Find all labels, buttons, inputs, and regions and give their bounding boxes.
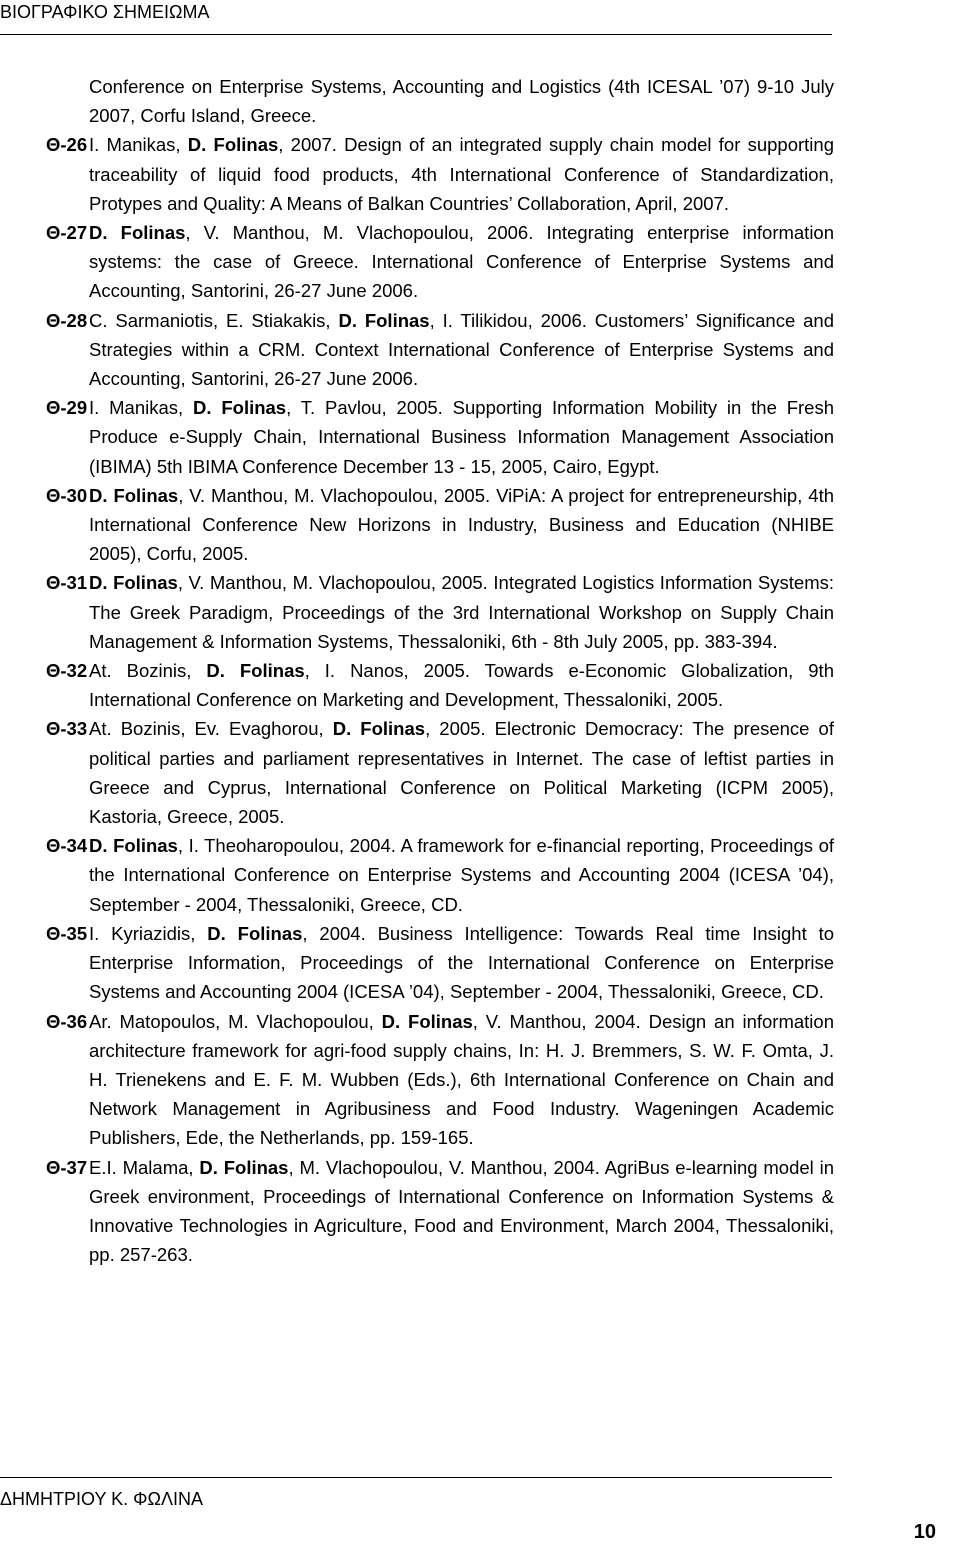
entry-label: Θ-32 xyxy=(46,660,88,682)
publication-entry xyxy=(46,714,834,831)
entry-highlight-author: D. Folinas xyxy=(193,397,287,419)
entry-citation: , 2004. Business Intelligence: Towards Real time Insight to Enterprise Information, Proceedings of the International Conference on Enterprise Systems and Accounting 2004 (ICESA ’04), September - 2004, Thessaloniki, Greece, CD. xyxy=(89,922,834,1003)
entry-highlight-author: D. Folinas xyxy=(338,309,430,331)
entry-label: Θ-34 xyxy=(46,835,88,857)
entries-container xyxy=(46,130,834,1269)
entry-highlight-author: D. Folinas xyxy=(89,835,178,857)
entry-label: Θ-30 xyxy=(46,484,88,506)
entry-coauthors: I. Manikas, xyxy=(89,134,188,156)
publication-entry xyxy=(46,1153,834,1270)
continuation-text: Conference on Enterprise Systems, Accounting and Logistics (4th ICESAL ’07) 9-10 July 2007, Corfu Island, Greece. xyxy=(89,76,834,127)
publication-entry xyxy=(46,568,834,656)
entry-highlight-author: D. Folinas xyxy=(332,718,426,740)
entry-coauthors: I. Manikas, xyxy=(89,397,193,419)
entry-label: Θ-26 xyxy=(46,134,88,156)
publication-list xyxy=(46,72,834,1269)
page-header-title: ΒΙΟΓΡΑΦΙΚΟ ΣΗΜΕΙΩΜΑ xyxy=(0,2,210,22)
publication-entry xyxy=(46,130,834,218)
entry-coauthors: E.I. Malama, xyxy=(89,1156,200,1178)
entry-label: Θ-29 xyxy=(46,397,88,419)
publication-entry xyxy=(46,306,834,394)
entry-highlight-author: D. Folinas xyxy=(89,572,178,594)
entry-highlight-author: D. Folinas xyxy=(187,134,279,156)
entry-label: Θ-36 xyxy=(46,1010,88,1032)
entry-label: Θ-37 xyxy=(46,1156,88,1178)
entry-label: Θ-27 xyxy=(46,222,88,244)
entry-citation: , I. Nanos, 2005. Towards e-Economic Globalization, 9th International Conference on Marketing and Development, Thessaloniki, 2005. xyxy=(89,660,834,711)
entry-label: Θ-35 xyxy=(46,922,88,944)
entry-citation: , I. Tilikidou, 2006. Customers’ Significance and Strategies within a CRM. Context International Conference of Enterprise Systems and Accounting, Santorini, 26-27 June 2006. xyxy=(89,309,834,390)
publication-entry xyxy=(46,656,834,714)
entry-citation: , I. Theoharopoulou, 2004. A framework for e-financial reporting, Proceedings of the International Conference on Enterprise Systems and Accounting 2004 (ICESA ’04), September - 2004, Thessaloniki, Greece, CD. xyxy=(89,835,835,915)
entry-coauthors: At. Bozinis, Ev. Evaghorou, xyxy=(89,718,333,740)
entry-coauthors: I. Kyriazidis, xyxy=(89,922,208,944)
entry-citation: , V. Manthou, M. Vlachopoulou, 2006. Integrating enterprise information systems: the case of Greece. International Conference of Enterprise Systems and Accounting, Santorini, 26-27 June 2006. xyxy=(89,222,835,302)
entry-citation: , 2007. Design of an integrated supply chain model for supporting traceability of liquid food products, 4th International Conference of Standardization, Protypes and Quality: A Means of Balkan Countries’ Collaboration, April, 2007. xyxy=(89,134,834,214)
entry-highlight-author: D. Folinas xyxy=(89,222,186,244)
entry-coauthors: C. Sarmaniotis, E. Stiakakis, xyxy=(89,309,339,331)
entry-label: Θ-31 xyxy=(46,572,88,594)
entry-citation: , V. Manthou, 2004. Design an information architecture framework for agri-food supply chains, In: H. J. Bremmers, S. W. F. Omta, J. H. Trienekens and E. F. M. Wubben (Eds.), 6th International Conference on Chain and Network Management in Agribusiness and Food Industry. Wageningen Academic Publishers, Ede, the Netherlands, pp. 159-165. xyxy=(89,1010,834,1149)
entry-citation: , T. Pavlou, 2005. Supporting Information Mobility in the Fresh Produce e-Supply Chain, International Business Information Management Association (IBIMA) 5th IBIMA Conference December 13 - 15, 2005, Cairo, Egypt. xyxy=(89,397,834,477)
footer-author-name: ΔΗΜΗΤΡΙΟΥ Κ. ΦΩΛΙΝΑ xyxy=(0,1489,203,1509)
entry-citation: , V. Manthou, M. Vlachopoulou, 2005. ViPiA: A project for entrepreneurship, 4th International Conference New Horizons in Industry, Business and Education (NHIBE 2005), Corfu, 2005. xyxy=(89,484,834,565)
entry-highlight-author: D. Folinas xyxy=(206,660,305,682)
publication-entry xyxy=(46,481,834,569)
page-number: 10 xyxy=(913,1521,936,1543)
entry-coauthors: Ar. Matopoulos, M. Vlachopoulou, xyxy=(89,1010,382,1032)
entry-highlight-author: D. Folinas xyxy=(199,1156,289,1178)
entry-label: Θ-33 xyxy=(46,718,88,740)
entry-highlight-author: D. Folinas xyxy=(89,484,179,506)
entry-citation: , 2005. Electronic Democracy: The presence of political parties and parliament representatives in Internet. The case of leftist parties in Greece and Cyprus, International Conference on Political Marketing (ICPM 2005), Kastoria, Greece, 2005. xyxy=(89,718,834,828)
entry-citation: , M. Vlachopoulou, V. Manthou, 2004. AgriBus e-learning model in Greek environment, Proceedings of International Conference on Information Systems & Innovative Technologies in Agriculture, Food and Environment, March 2004, Thessaloniki, pp. 257-263. xyxy=(89,1156,834,1266)
publication-entry xyxy=(46,1007,834,1153)
publication-entry xyxy=(46,393,834,481)
header-divider xyxy=(0,34,832,35)
entry-label: Θ-28 xyxy=(46,309,88,331)
publication-entry xyxy=(46,919,834,1007)
publication-entry xyxy=(46,831,834,919)
entry-citation: , V. Manthou, M. Vlachopoulou, 2005. Integrated Logistics Information Systems: The Greek Paradigm, Proceedings of the 3rd International Workshop on Supply Chain Management & Information Systems, Thessaloniki, 6th - 8th July 2005, pp. 383-394. xyxy=(89,572,834,652)
entry-highlight-author: D. Folinas xyxy=(381,1010,473,1032)
entry-highlight-author: D. Folinas xyxy=(207,922,303,944)
entry-coauthors: At. Bozinis, xyxy=(89,660,207,682)
publication-entry xyxy=(46,218,834,306)
footer-divider xyxy=(0,1477,832,1478)
